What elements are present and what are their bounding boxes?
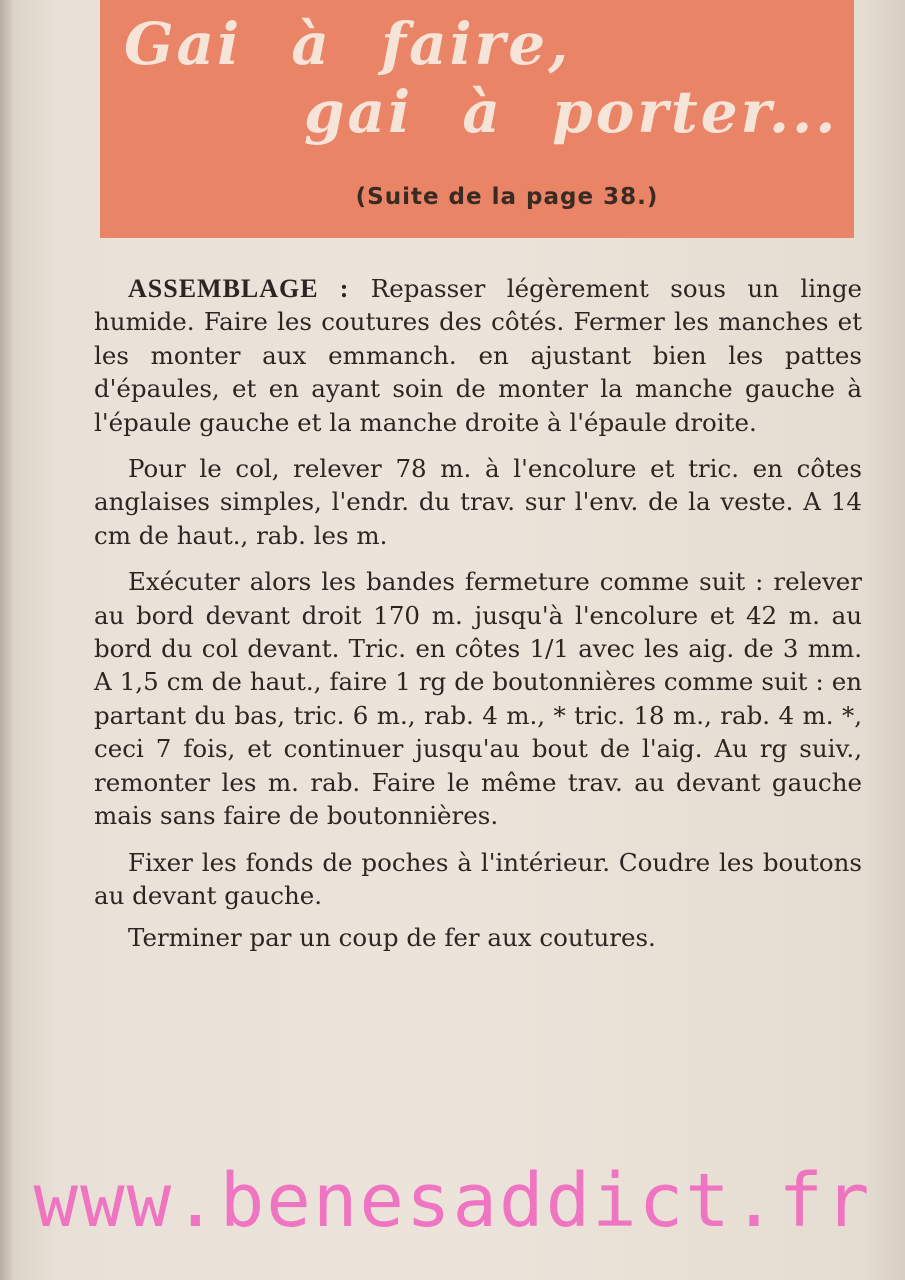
- title-line-2: gai à porter...: [304, 78, 839, 146]
- paragraph-col: Pour le col, relever 78 m. à l'encolure et tric. en côtes anglaises simples, l'endr. du trav. sur l'env. de la veste. A 14 cm de haut., rab. les m.: [94, 454, 862, 550]
- article-body: [94, 272, 862, 960]
- paragraph-assemblage: [94, 272, 862, 439]
- assemblage-text: Repasser légèrement sous un linge humide. Faire les coutures des côtés. Fermer les manches et les monter aux emmanch. en ajustant bien les pattes d'épaules, et en ayant soin de monter la manche gauche à l'épaule gauche et la manche droite à l'épaule droite.: [94, 274, 862, 437]
- title-line-1: Gai à faire,: [124, 10, 572, 78]
- website-watermark: www.benesaddict.fr: [33, 1158, 872, 1244]
- assemblage-label: ASSEMBLAGE :: [128, 274, 350, 303]
- paragraph-terminer: Terminer par un coup de fer aux coutures.: [128, 923, 656, 953]
- title-banner: [100, 0, 854, 238]
- continuation-note: (Suite de la page 38.): [355, 184, 659, 210]
- paragraph-poches-boutons: Fixer les fonds de poches à l'intérieur. Coudre les boutons au devant gauche.: [94, 847, 862, 910]
- page-edge-shadow: [0, 0, 14, 1280]
- paragraph-bandes-fermeture: Exécuter alors les bandes fermeture comme suit : relever au bord devant droit 170 m. jusqu'à l'encolure et 42 m. au bord du col devant. Tric. en côtes 1/1 avec les aig. de 3 mm. A 1,5 cm de haut., faire 1 rg de boutonnières comme suit : en partant du bas, tric. 6 m., rab. 4 m., * tric. 18 m., rab. 4 m. *, ceci 7 fois, et continuer jusqu'au bout de l'aig. Au rg suiv., remonter les m. rab. Faire le même trav. au devant gauche mais sans faire de boutonnières.: [94, 567, 862, 831]
